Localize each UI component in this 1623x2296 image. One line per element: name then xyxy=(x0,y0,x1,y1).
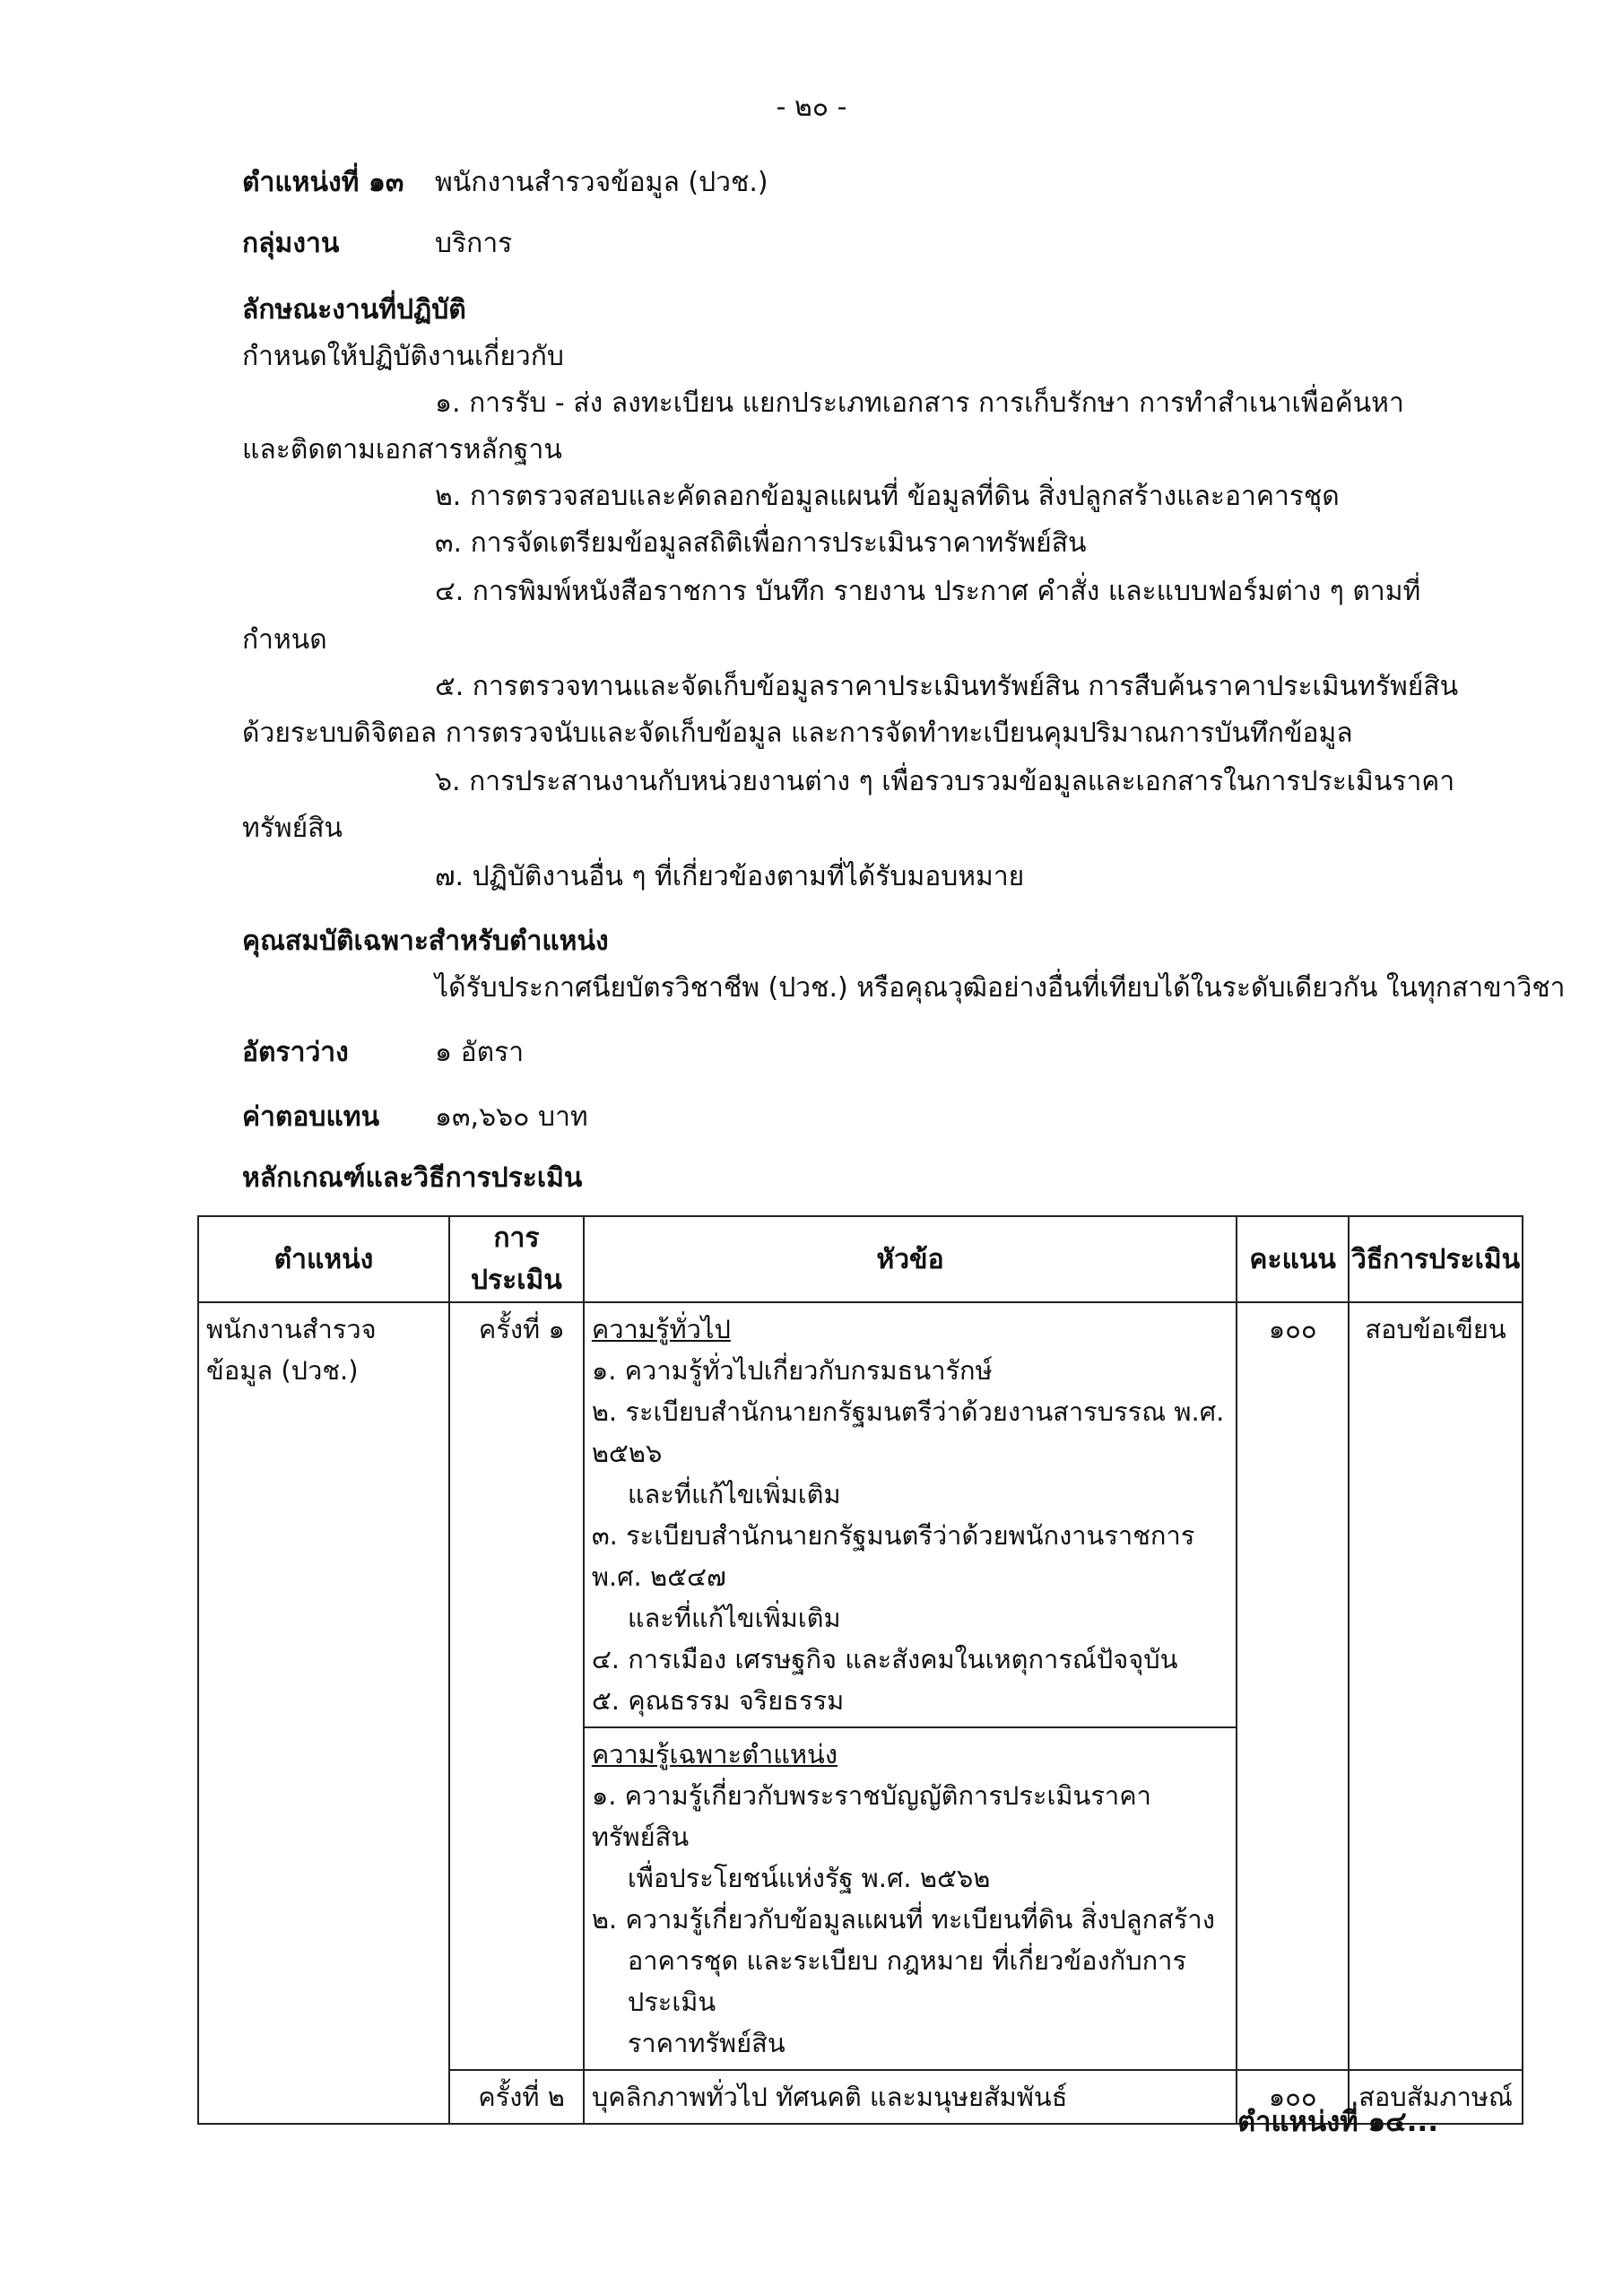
header-evaluation: การประเมิน xyxy=(449,1216,584,1302)
table-row xyxy=(198,1302,1523,2070)
general-knowledge-line: ๓. ระเบียบสำนักนายกรัฐมนตรีว่าด้วยพนักงานราชการ พ.ศ. ๒๕๔๗ xyxy=(591,1520,1195,1592)
round2-topic: บุคลิกภาพทั่วไป ทัศนคติ และมนุษยสัมพันธ์ xyxy=(591,2082,1068,2112)
duty-item-5-cont: ด้วยระบบดิจิตอล การตรวจนับและจัดเก็บข้อมูล และการจัดทำทะเบียนคุมปริมาณการบันทึกข้อมูล xyxy=(242,718,1353,749)
qualification-heading: คุณสมบัติเฉพาะสำหรับตำแหน่ง xyxy=(242,926,609,957)
round2-score: ๑๐๐ xyxy=(1268,2082,1317,2112)
page-number: - ๒๐ - xyxy=(776,91,847,123)
duty-item-1: ๑. การรับ - ส่ง ลงทะเบียน แยกประเภทเอกสาร การเก็บรักษา การทำสำเนาเพื่อค้นหา xyxy=(435,387,1404,419)
header-score: คะแนน xyxy=(1237,1216,1349,1302)
round2-label: ครั้งที่ ๒ xyxy=(478,2082,565,2112)
duty-item-6: ๖. การประสานงานกับหน่วยงานต่าง ๆ เพื่อรวบรวมข้อมูลและเอกสารในการประเมินราคา xyxy=(435,766,1455,797)
round2-method: สอบสัมภาษณ์ xyxy=(1358,2082,1513,2112)
general-knowledge-line: ๕. คุณธรรม จริยธรรม xyxy=(591,1685,845,1716)
position-name-cell xyxy=(198,1302,449,2124)
round1-method-cell xyxy=(1349,1302,1523,2070)
vacancy-label: อัตราว่าง xyxy=(242,1037,349,1068)
specific-knowledge-title: ความรู้เฉพาะตำแหน่ง xyxy=(591,1739,838,1770)
specific-knowledge-line: ราคาทรัพย์สิน xyxy=(627,2028,785,2058)
header-method: วิธีการประเมิน xyxy=(1349,1216,1523,1302)
duty-item-2: ๒. การตรวจสอบและคัดลอกข้อมูลแผนที่ ข้อมูลที่ดิน สิ่งปลูกสร้างและอาคารชุด xyxy=(435,481,1340,512)
group-value: บริการ xyxy=(435,228,513,259)
pay-label: ค่าตอบแทน xyxy=(242,1101,380,1133)
general-knowledge-title: ความรู้ทั่วไป xyxy=(591,1314,731,1344)
duty-item-1-cont: และติดตามเอกสารหลักฐาน xyxy=(242,434,562,465)
round2-topic-cell xyxy=(584,2070,1237,2124)
duty-item-7: ๗. ปฏิบัติงานอื่น ๆ ที่เกี่ยวข้องตามที่ได้รับมอบหมาย xyxy=(435,861,1025,892)
general-knowledge-line: ๒. ระเบียบสำนักนายกรัฐมนตรีว่าด้วยงานสารบรรณ พ.ศ. ๒๕๒๖ xyxy=(591,1396,1225,1468)
specific-knowledge-list xyxy=(592,1775,1228,2064)
round1-score-cell xyxy=(1237,1302,1349,2070)
general-knowledge-line: และที่แก้ไขเพิ่มเติม xyxy=(627,1603,841,1633)
table-header-row xyxy=(198,1216,1523,1302)
qualification-text: ได้รับประกาศนียบัตรวิชาชีพ (ปวช.) หรือคุณวุฒิอย่างอื่นที่เทียบได้ในระดับเดียวกัน ในทุกสาขาวิชา xyxy=(435,972,1566,1004)
duties-heading: ลักษณะงานที่ปฏิบัติ xyxy=(242,294,466,326)
specific-knowledge-line: ๑. ความรู้เกี่ยวกับพระราชบัญญัติการประเมินราคาทรัพย์สิน xyxy=(591,1780,1151,1852)
position-label: ตำแหน่งที่ ๑๓ xyxy=(242,167,404,198)
round1-method: สอบข้อเขียน xyxy=(1365,1314,1506,1344)
duty-item-5: ๕. การตรวจทานและจัดเก็บข้อมูลราคาประเมินทรัพย์สิน การสืบค้นราคาประเมินทรัพย์สิน xyxy=(435,671,1459,702)
general-knowledge-list xyxy=(592,1350,1228,1721)
group-label: กลุ่มงาน xyxy=(242,228,340,259)
specific-knowledge-line: เพื่อประโยชน์แห่งรัฐ พ.ศ. ๒๕๖๒ xyxy=(627,1863,991,1893)
header-topic: หัวข้อ xyxy=(584,1216,1237,1302)
next-position-footer: ตำแหน่งที่ ๑๔... xyxy=(1237,2106,1438,2138)
round2-cell xyxy=(449,2070,584,2124)
duty-item-4: ๔. การพิมพ์หนังสือราชการ บันทึก รายงาน ประกาศ คำสั่ง และแบบฟอร์มต่าง ๆ ตามที่ xyxy=(435,576,1421,607)
duties-intro: กำหนดให้ปฏิบัติงานเกี่ยวกับ xyxy=(242,341,564,372)
round1-cell xyxy=(449,1302,584,2070)
pay-value: ๑๓,๖๖๐ บาท xyxy=(435,1101,588,1133)
duty-item-4-cont: กำหนด xyxy=(242,624,327,656)
duty-item-6-cont: ทรัพย์สิน xyxy=(242,813,343,844)
vacancy-value: ๑ อัตรา xyxy=(435,1037,525,1068)
specific-knowledge-block xyxy=(585,1728,1236,2069)
header-position: ตำแหน่ง xyxy=(198,1216,449,1302)
criteria-heading: หลักเกณฑ์และวิธีการประเมิน xyxy=(242,1162,583,1194)
position-value: พนักงานสำรวจข้อมูล (ปวช.) xyxy=(435,167,768,198)
specific-knowledge-line: ๒. ความรู้เกี่ยวกับข้อมูลแผนที่ ทะเบียนที่ดิน สิ่งปลูกสร้าง xyxy=(591,1904,1215,1935)
round1-topics-cell xyxy=(584,1302,1237,2070)
duty-item-3: ๓. การจัดเตรียมข้อมูลสถิติเพื่อการประเมินราคาทรัพย์สิน xyxy=(435,527,1087,559)
position-name: พนักงานสำรวจข้อมูล (ปวช.) xyxy=(206,1314,377,1386)
round1-label: ครั้งที่ ๑ xyxy=(478,1314,565,1344)
general-knowledge-block xyxy=(585,1303,1236,1726)
general-knowledge-line: ๑. ความรู้ทั่วไปเกี่ยวกับกรมธนารักษ์ xyxy=(591,1355,993,1386)
evaluation-table xyxy=(197,1215,1523,2125)
position-row xyxy=(242,160,404,206)
specific-knowledge-line: อาคารชุด และระเบียบ กฎหมาย ที่เกี่ยวข้องกับการประเมิน xyxy=(627,1945,1187,2017)
round1-score: ๑๐๐ xyxy=(1268,1314,1317,1344)
general-knowledge-line: และที่แก้ไขเพิ่มเติม xyxy=(627,1479,841,1509)
general-knowledge-line: ๔. การเมือง เศรษฐกิจ และสังคมในเหตุการณ์ปัจจุบัน xyxy=(591,1644,1178,1674)
